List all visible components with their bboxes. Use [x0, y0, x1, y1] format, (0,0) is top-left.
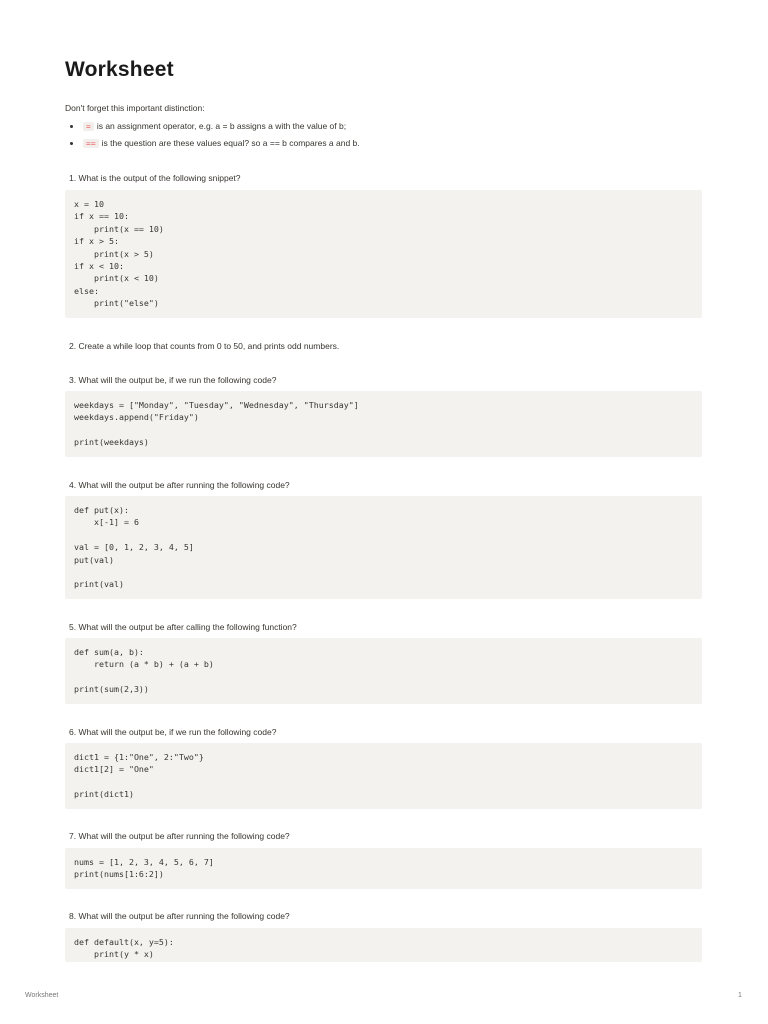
list-item — [65, 135, 360, 152]
code-block-5 — [65, 638, 702, 704]
footer-title: Worksheet — [25, 992, 59, 999]
code-block-1 — [65, 190, 702, 318]
question-2: 2. Create a while loop that counts from 0 to 50, and prints odd numbers. — [69, 341, 340, 351]
question-7: 7. What will the output be after running the following code? — [69, 831, 290, 841]
page-number: 1 — [738, 992, 742, 999]
bullet-text: is the question are these values equal? so a == b compares a and b. — [101, 138, 360, 148]
question-5: 5. What will the output be after calling the following function? — [69, 622, 297, 632]
code-block-8 — [65, 928, 702, 962]
bullet-text: is an assignment operator, e.g. a = b assigns a with the value of b; — [96, 121, 347, 131]
code-text: dict1 = {1:"One", 2:"Two"} dict1[2] = "One" print(dict1) — [74, 752, 204, 800]
code-block-3 — [65, 391, 702, 457]
code-block-4 — [65, 496, 702, 599]
question-1: 1. What is the output of the following snippet? — [69, 173, 241, 183]
question-3: 3. What will the output be, if we run the following code? — [69, 375, 277, 385]
inline-code: == — [83, 139, 99, 148]
page-title: Worksheet — [65, 58, 174, 81]
question-6: 6. What will the output be, if we run the following code? — [69, 727, 277, 737]
code-text: def sum(a, b): return (a * b) + (a + b) print(sum(2,3)) — [74, 647, 214, 695]
code-text: nums = [1, 2, 3, 4, 5, 6, 7] print(nums[1:6:2]) — [74, 857, 214, 880]
intro-text: Don't forget this important distinction: — [65, 103, 205, 113]
code-text: def put(x): x[-1] = 6 val = [0, 1, 2, 3, 4, 5] put(val) print(val) — [74, 505, 194, 590]
code-block-6 — [65, 743, 702, 809]
code-text: def default(x, y=5): print(y * x) — [74, 937, 174, 960]
code-text: x = 10 if x == 10: print(x == 10) if x > 5: print(x > 5) if x < 10: print(x < 10) else: print("else") — [74, 199, 164, 309]
question-8: 8. What will the output be after running the following code? — [69, 911, 290, 921]
distinction-list — [65, 118, 360, 152]
question-4: 4. What will the output be after running the following code? — [69, 480, 290, 490]
inline-code: = — [83, 122, 94, 131]
list-item — [65, 118, 360, 135]
code-text: weekdays = ["Monday", "Tuesday", "Wednesday", "Thursday"] weekdays.append("Friday") print(weekdays) — [74, 400, 359, 448]
code-block-7 — [65, 848, 702, 889]
